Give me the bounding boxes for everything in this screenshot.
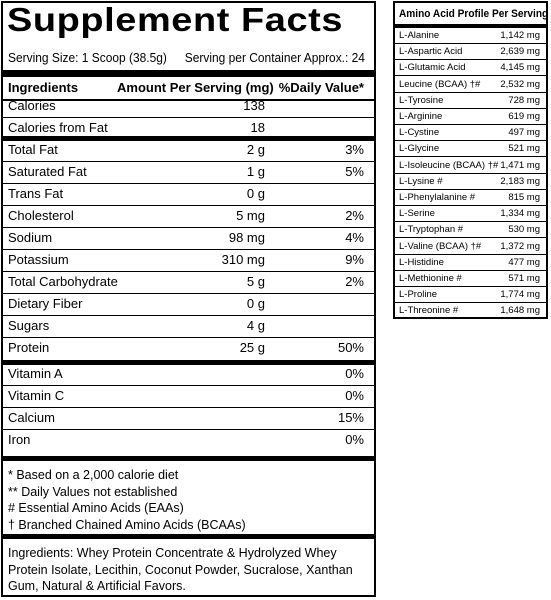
serving-size: Serving Size: 1 Scoop (38.5g) xyxy=(8,50,167,65)
amino-row xyxy=(395,222,546,238)
nutrient-row xyxy=(3,363,374,386)
header-daily-value: %Daily Value* xyxy=(278,80,364,95)
amino-value: 619 mg xyxy=(508,111,540,122)
nutrient-row xyxy=(3,315,374,338)
amino-value: 4,145 mg xyxy=(500,62,540,74)
nutrient-name: Calories from Fat xyxy=(8,120,108,135)
amino-row xyxy=(395,174,546,190)
nutrient-row xyxy=(3,249,374,272)
amino-row xyxy=(395,287,546,303)
nutrient-amount: 25 g xyxy=(239,340,265,355)
amino-name: L-Valine (BCAA) †# xyxy=(399,240,482,252)
amino-panel-title: Amino Acid Profile Per Serving xyxy=(399,8,549,20)
amino-name: L-Serine xyxy=(399,208,435,220)
nutrient-daily-value: 0% xyxy=(345,388,364,403)
nutrient-row xyxy=(3,385,374,408)
amino-name: L-Threonine # xyxy=(399,305,459,317)
nutrient-name: Total Fat xyxy=(8,142,58,157)
nutrient-daily-value: 50% xyxy=(337,340,364,355)
amino-name: L-Tyrosine xyxy=(399,94,444,106)
servings-per-container: Serving per Container Approx.: 24 xyxy=(184,50,365,65)
amino-name: L-Alanine xyxy=(399,30,440,41)
footnote: * Based on a 2,000 calorie diet xyxy=(8,468,179,482)
nutrient-row xyxy=(3,205,374,228)
nutrient-name: Trans Fat xyxy=(8,186,64,201)
nutrient-name: Protein xyxy=(8,340,50,355)
amino-value: 497 mg xyxy=(508,127,540,139)
nutrient-name: Cholesterol xyxy=(8,208,74,223)
nutrient-amount: 0 g xyxy=(246,186,265,201)
nutrient-amount: 18 xyxy=(250,120,265,135)
amino-row xyxy=(395,239,546,255)
panel-title: Supplement Facts xyxy=(7,1,344,38)
nutrient-row xyxy=(3,117,374,141)
nutrient-amount: 310 mg xyxy=(221,252,265,267)
footnote: † Branched Chained Amino Acids (BCAAs) xyxy=(8,517,246,532)
nutrient-daily-value: 2% xyxy=(345,274,364,289)
amino-value: 1,334 mg xyxy=(500,208,540,220)
amino-row xyxy=(395,109,546,125)
amino-row xyxy=(395,271,546,287)
amino-name: L-Methionine # xyxy=(399,273,462,284)
amino-name: L-Aspartic Acid xyxy=(399,46,463,58)
amino-row xyxy=(395,125,546,141)
amino-name: L-Arginine xyxy=(399,111,443,122)
amino-row xyxy=(395,77,546,93)
nutrient-daily-value: 9% xyxy=(345,252,364,267)
nutrient-name: Calories xyxy=(8,98,56,113)
nutrient-name: Sugars xyxy=(8,318,50,333)
amino-acid-panel xyxy=(393,1,548,319)
amino-value: 1,372 mg xyxy=(500,240,540,252)
amino-value: 728 mg xyxy=(508,94,540,106)
nutrient-name: Sodium xyxy=(8,230,53,245)
nutrient-amount: 5 g xyxy=(246,274,265,289)
nutrient-row xyxy=(3,161,374,184)
nutrient-amount: 2 g xyxy=(246,142,265,157)
nutrient-daily-value: 2% xyxy=(345,208,364,223)
nutrient-name: Vitamin A xyxy=(8,366,63,381)
nutrient-daily-value: 5% xyxy=(345,164,364,179)
amino-value: 571 mg xyxy=(508,273,540,284)
amino-name: L-Proline xyxy=(399,289,438,301)
nutrient-name: Saturated Fat xyxy=(8,164,87,179)
nutrient-name: Iron xyxy=(8,432,31,447)
amino-name: L-Glycine xyxy=(399,143,440,155)
amino-row xyxy=(395,93,546,109)
nutrient-name: Total Carbohydrate xyxy=(8,274,118,289)
amino-row xyxy=(395,206,546,222)
amino-row xyxy=(395,190,546,206)
amino-row xyxy=(395,28,546,44)
amino-value: 1,471 mg xyxy=(500,159,540,171)
amino-row xyxy=(395,255,546,271)
nutrient-amount: 138 xyxy=(243,98,265,113)
amino-value: 477 mg xyxy=(508,256,540,268)
header-ingredients: Ingredients xyxy=(8,80,79,95)
amino-row xyxy=(395,158,546,174)
amino-value: 1,648 mg xyxy=(500,305,540,317)
amino-name: L-Cystine xyxy=(399,127,440,139)
ingredients-statement: Ingredients: Whey Protein Concentrate & Hydrolyzed Whey Protein Isolate, Lecithin, Coconut Powder, Sucralose, Xanthan Gum, Natural & Artificial Favors. xyxy=(8,546,353,593)
nutrient-amount: 4 g xyxy=(246,318,265,333)
amino-row xyxy=(395,141,546,157)
amino-value: 2,183 mg xyxy=(500,175,540,187)
amino-value: 1,774 mg xyxy=(500,289,540,301)
nutrient-daily-value: 4% xyxy=(345,230,364,245)
nutrient-row xyxy=(3,95,374,118)
nutrient-row xyxy=(3,293,374,316)
nutrient-amount: 5 mg xyxy=(236,208,265,223)
amino-value: 2,532 mg xyxy=(500,78,540,90)
nutrient-name: Vitamin C xyxy=(8,388,65,403)
amino-value: 2,639 mg xyxy=(500,46,540,58)
divider xyxy=(3,534,374,539)
nutrient-row xyxy=(3,271,374,294)
amino-name: L-Glutamic Acid xyxy=(399,62,466,74)
amino-name: L-Phenylalanine # xyxy=(399,192,476,203)
nutrient-daily-value: 0% xyxy=(345,366,364,381)
nutrient-name: Calcium xyxy=(8,410,55,425)
footnote: # Essential Amino Acids (EAAs) xyxy=(8,501,184,515)
divider xyxy=(3,456,374,461)
amino-name: L-Lysine # xyxy=(399,175,443,187)
amino-value: 1,142 mg xyxy=(500,30,540,41)
nutrient-row xyxy=(3,407,374,430)
nutrient-amount: 98 mg xyxy=(228,230,265,245)
amino-row xyxy=(395,60,546,76)
footnotes xyxy=(8,467,246,533)
supplement-facts-panel xyxy=(1,1,376,597)
amino-value: 530 mg xyxy=(508,224,540,236)
amino-value: 815 mg xyxy=(508,192,540,203)
amino-name: Leucine (BCAA) †# xyxy=(399,78,481,90)
amino-name: L-Isoleucine (BCAA) †# xyxy=(399,159,499,171)
nutrient-daily-value: 15% xyxy=(337,410,364,425)
nutrient-daily-value: 0% xyxy=(345,432,364,447)
footnote: ** Daily Values not established xyxy=(8,484,178,499)
nutrient-row xyxy=(3,337,374,365)
nutrient-daily-value: 3% xyxy=(345,142,364,157)
amino-row xyxy=(395,303,546,318)
serving-info xyxy=(8,50,365,68)
nutrient-amount: 0 g xyxy=(246,296,265,311)
nutrient-amount: 1 g xyxy=(246,164,265,179)
nutrient-name: Potassium xyxy=(8,252,69,267)
nutrient-row xyxy=(3,429,374,451)
nutrient-row xyxy=(3,139,374,162)
amino-row xyxy=(395,44,546,60)
nutrient-row xyxy=(3,227,374,250)
header-amount: Amount Per Serving (mg) xyxy=(117,80,274,95)
amino-name: L-Histidine xyxy=(399,256,444,268)
amino-value: 521 mg xyxy=(508,143,540,155)
amino-name: L-Tryptophan # xyxy=(399,224,464,236)
nutrient-name: Dietary Fiber xyxy=(8,296,83,311)
nutrient-row xyxy=(3,183,374,206)
